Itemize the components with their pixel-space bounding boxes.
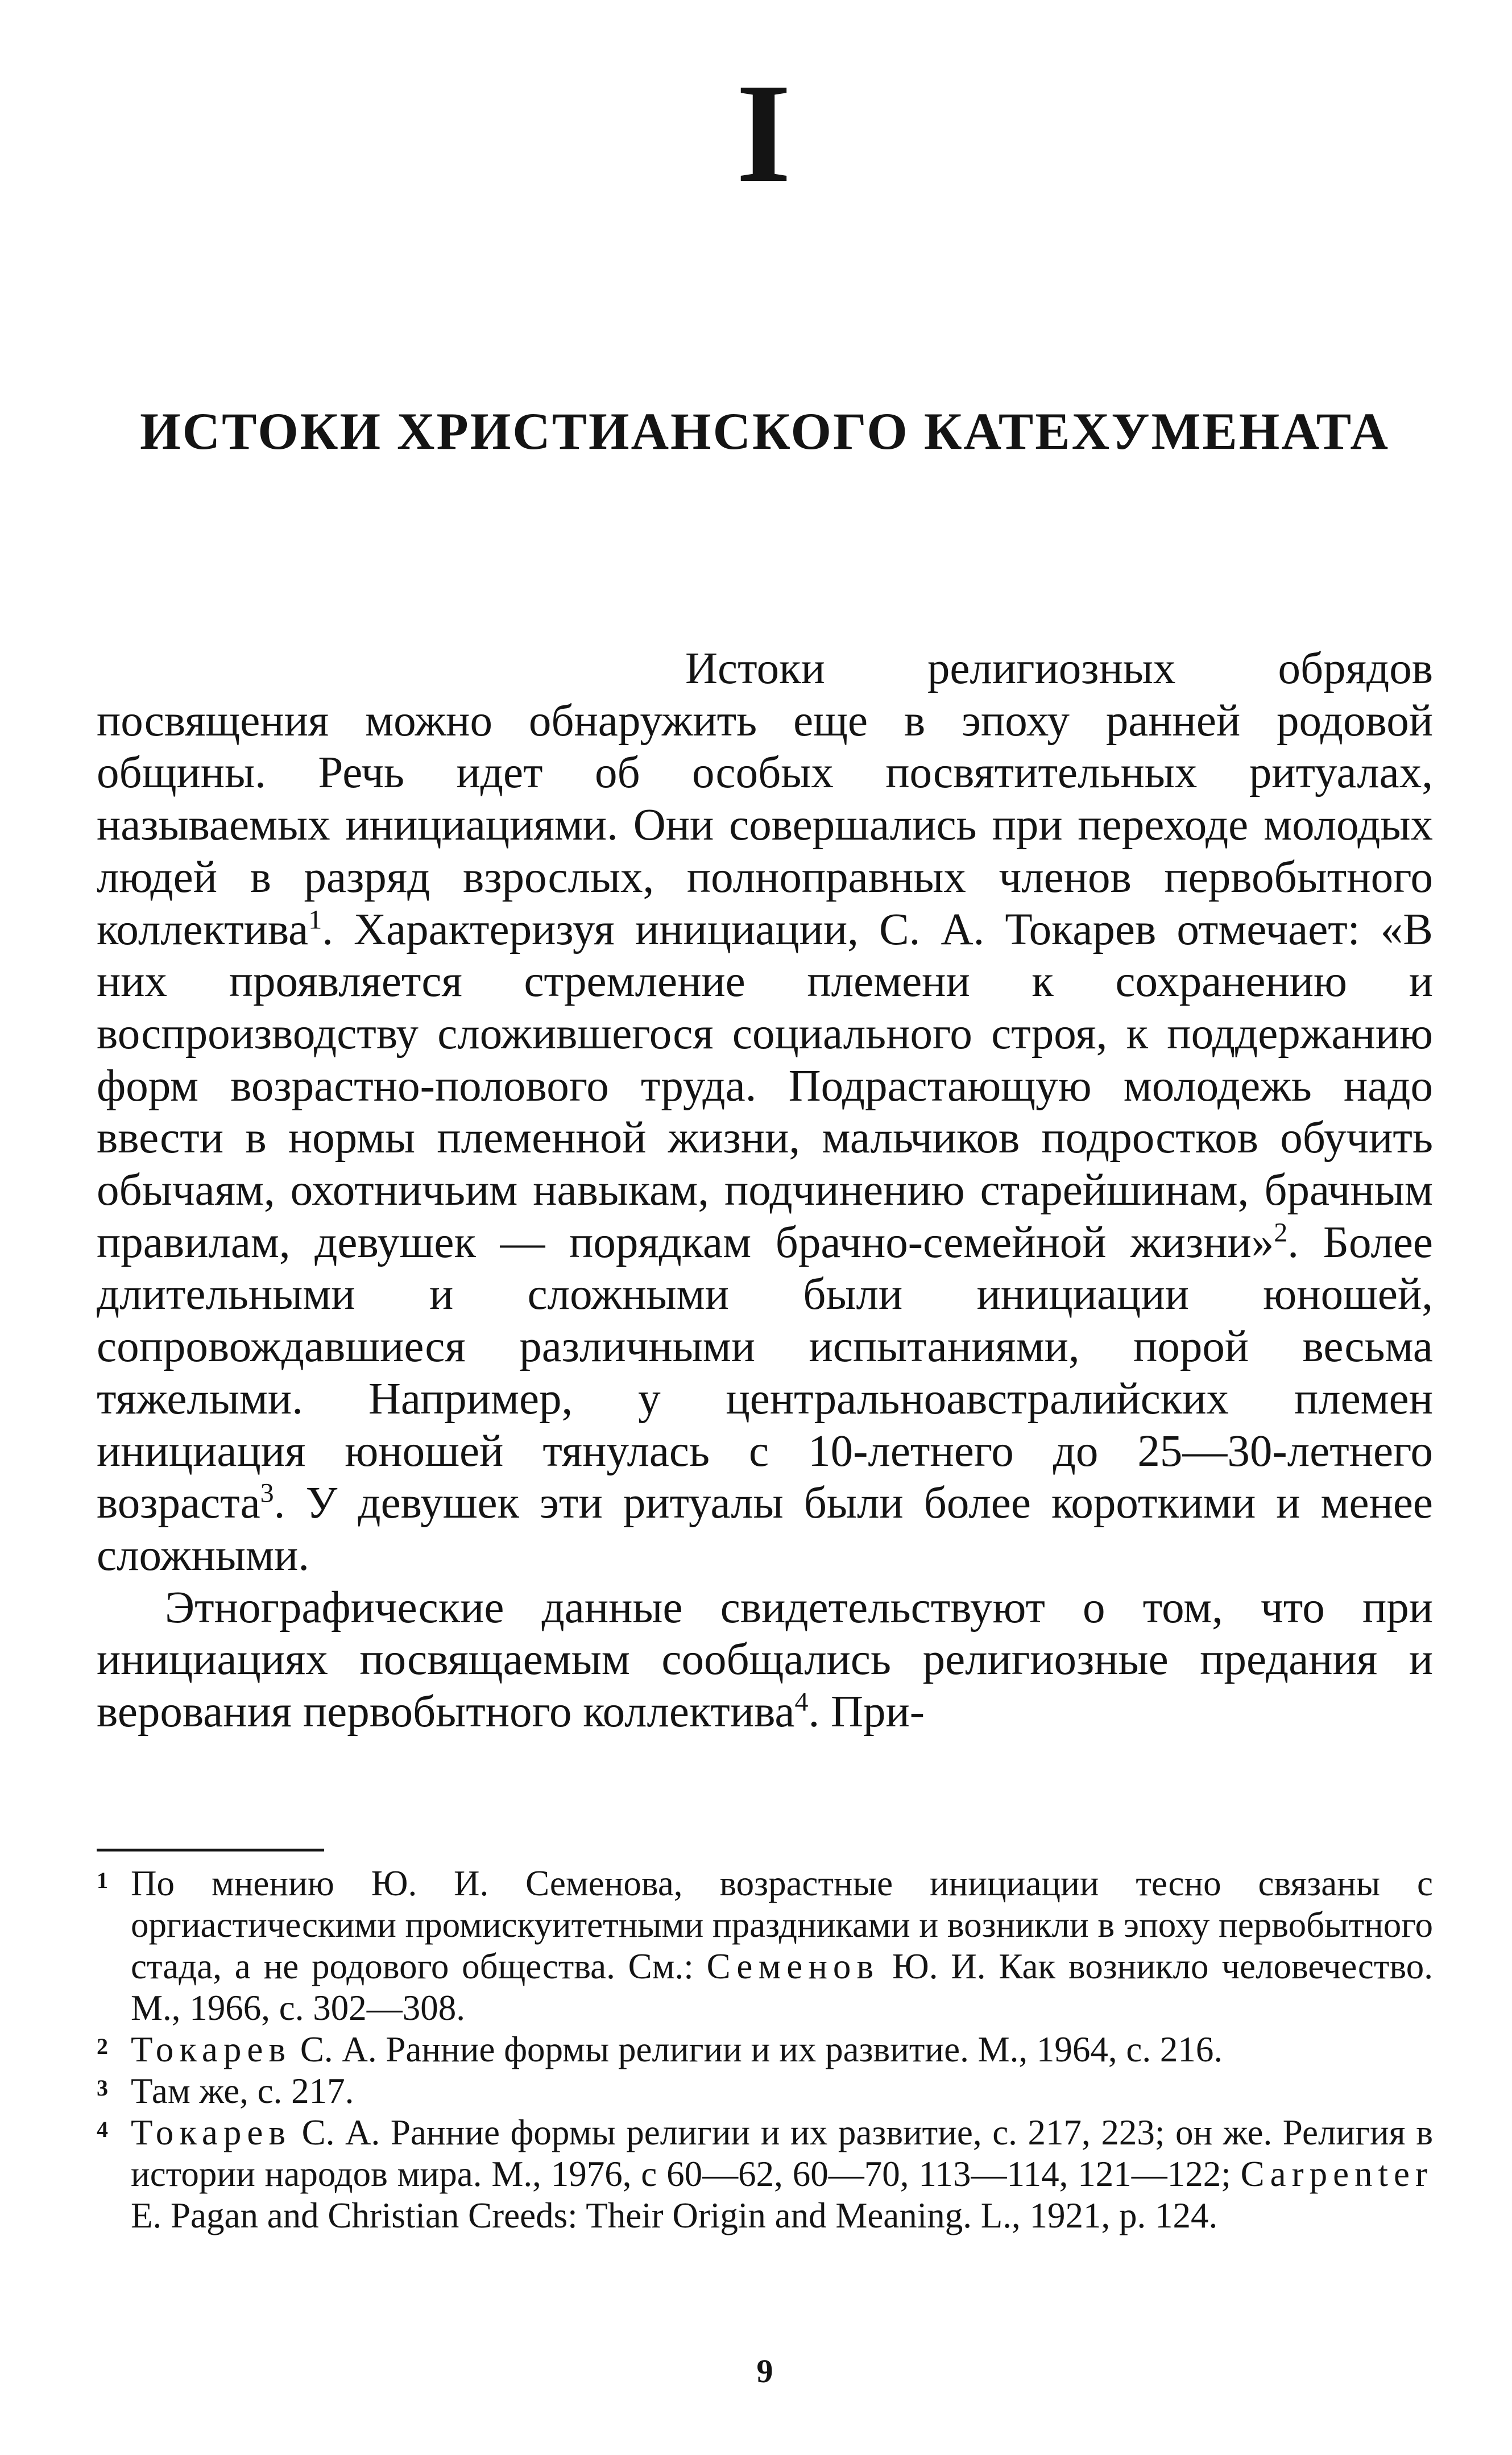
- footnote-ref-1: 1: [308, 904, 322, 935]
- footnote-author: Семенов: [706, 1946, 880, 1986]
- chapter-title: ИСТОКИ ХРИСТИАНСКОГО КАТЕХУМЕНАТА: [140, 402, 1390, 460]
- book-page: [97, 0, 1433, 2455]
- body-text: [97, 643, 1433, 1738]
- paragraph-text: . У девушек эти ритуалы были более короткими и менее сложными.: [97, 1478, 1433, 1580]
- paragraph-text: . Характеризуя инициации, С. А. Токарев отмечает: «В них проявляется стремление племени к сохранению и воспроизводству сложившегося социального строя, к поддержанию форм возрастно-полового труда. Подрастающую молодежь надо ввести в нормы племенной жизни, мальчиков подростков обучить обычаям, охотничьим навыкам, подчинению старейшинам, брачным правилам, девушек — порядкам брачно-семейной жизни»: [97, 904, 1433, 1267]
- footnote-text: Там же, с. 217.: [131, 2071, 354, 2111]
- footnote-1: [97, 1863, 1433, 2029]
- footnotes: [97, 1863, 1433, 2237]
- footnote-number: 1: [97, 1867, 108, 1893]
- paragraph-1: [97, 643, 1433, 1582]
- footnote-text: По мнению Ю. И. Семенова, возрастные инициации тесно связаны с оргиастическими промискуитетными праздниками и возникли в эпоху первобытного стада, а не родового общества. См.:: [131, 1863, 1433, 1986]
- footnote-3: [97, 2070, 1433, 2112]
- footnote-text: Ю. И. Как возникло человечество. М., 1966, с. 302—308.: [131, 1946, 1433, 2028]
- paragraph-2: [97, 1582, 1433, 1738]
- footnote-text: С. А. Ранние формы религии и их развитие. М., 1964, с. 216.: [291, 2030, 1223, 2069]
- footnote-ref-2: 2: [1274, 1217, 1288, 1248]
- paragraph-text: . Более длительными и сложными были инициации юношей, сопровождавшиеся различными испытаниями, порой весьма тяжелыми. Например, у центральноавстралийских племен инициация юношей тянулась с 10-летнего до 25—30-летнего возраста: [97, 1217, 1433, 1528]
- paragraph-text: Истоки религиозных обрядов посвящения можно обнаружить еще в эпоху ранней родовой общины. Речь идет об особых посвятительных ритуалах, называемых инициациями. Они совершались при переходе молодых людей в разряд взрослых, полноправных членов первобытного коллектива: [97, 644, 1433, 954]
- footnote-ref-3: 3: [260, 1478, 274, 1508]
- page-number: 9: [756, 2353, 773, 2390]
- footnote-text: E. Pagan and Christian Creeds: Their Origin and Meaning. L., 1921, p. 124.: [131, 2196, 1218, 2235]
- chapter-number: I: [736, 55, 794, 212]
- paragraph-text: . При-: [808, 1687, 925, 1737]
- paragraph-text: Этнографические данные свидетельствуют о том, что при инициациях посвящаемым сообщались религиозные предания и верования первобытного коллектива: [97, 1582, 1433, 1737]
- footnote-text: С. А. Ранние формы религии и их развитие, с. 217, 223; он же. Религия в истории народов мира. М., 1976, с 60—62, 60—70, 113—114, 121—122;: [131, 2113, 1433, 2194]
- footnote-author: Carpenter: [1240, 2154, 1433, 2194]
- footnote-number: 4: [97, 2117, 108, 2142]
- footnote-ref-4: 4: [794, 1687, 809, 1717]
- footnote-4: [97, 2112, 1433, 2237]
- footnote-number: 2: [97, 2034, 108, 2059]
- footnote-author: Токарев: [131, 2113, 292, 2152]
- footnote-2: [97, 2029, 1433, 2070]
- footnote-author: Токарев: [131, 2030, 292, 2069]
- footnote-number: 3: [97, 2075, 108, 2101]
- footnote-divider: [97, 1849, 324, 1851]
